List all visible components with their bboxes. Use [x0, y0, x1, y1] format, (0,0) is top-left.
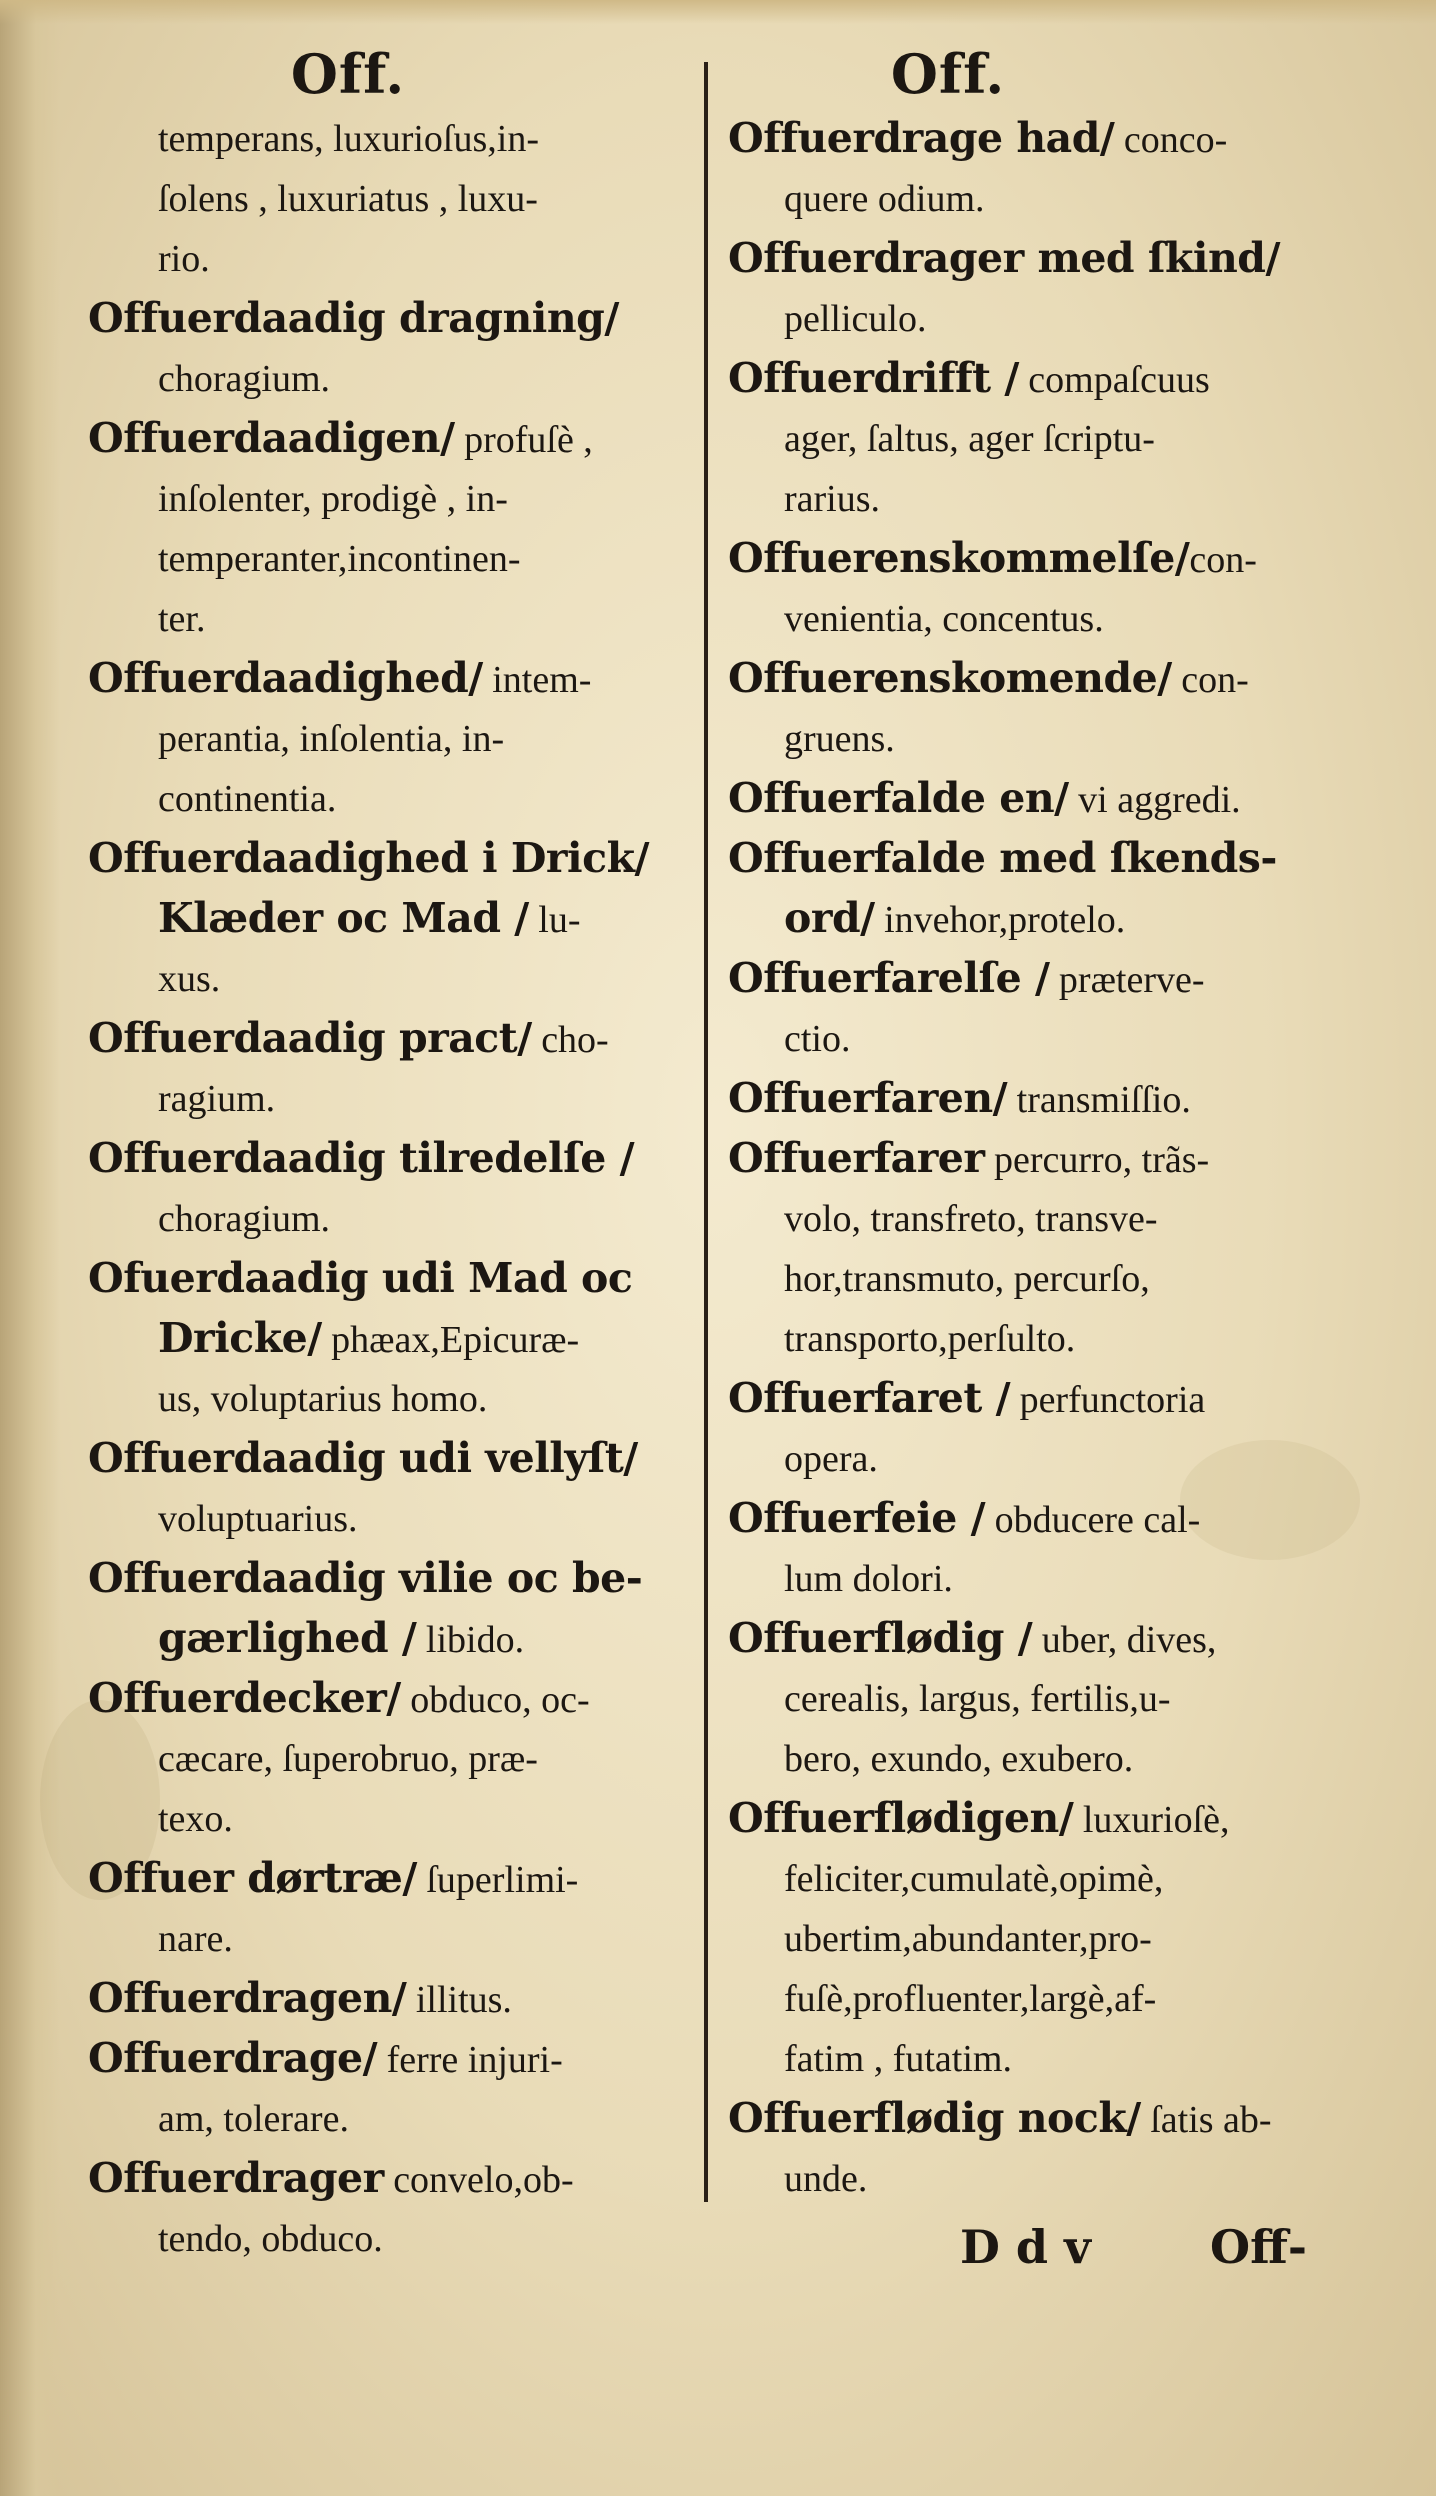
entry-line: [88, 2028, 688, 2088]
entry-line: [88, 1128, 688, 1188]
latin-gloss: temperans, luxurioſus,in-: [158, 118, 539, 160]
page-footer: [960, 2220, 1340, 2300]
entry-line: [88, 1548, 688, 1608]
dictionary-entry: [728, 1488, 1348, 1608]
entry-line: [728, 1788, 1348, 1848]
column-divider: [704, 62, 708, 2202]
dictionary-entry: [88, 828, 688, 1008]
latin-gloss: cæcare, ſuperobruo, præ-: [158, 1738, 538, 1780]
headword: Dricke/: [158, 1314, 322, 1362]
latin-gloss: xus.: [158, 958, 221, 1000]
entry-line: [728, 1848, 1348, 1908]
latin-gloss: luxurioſè,: [1073, 1799, 1230, 1841]
latin-gloss: am, tolerare.: [158, 2098, 349, 2140]
latin-gloss: choragium.: [158, 358, 331, 400]
entry-line: [728, 1728, 1348, 1788]
headword: Offuerfeie /: [728, 1494, 986, 1542]
latin-gloss: ctio.: [784, 1018, 851, 1060]
latin-gloss: cho-: [531, 1019, 609, 1061]
headword: Offuerdaadig vilie oc be-: [88, 1554, 643, 1602]
entry-line: [88, 168, 688, 228]
latin-gloss: lu-: [528, 899, 581, 941]
headword: Offuerdaadig pract/: [88, 1014, 532, 1062]
entry-line: [88, 1308, 688, 1368]
entry-line: [728, 2148, 1348, 2208]
entry-line: [88, 1008, 688, 1068]
entry-line: [88, 648, 688, 708]
headword: Offuerdaadighed/: [88, 654, 483, 702]
entry-line: [88, 408, 688, 468]
entry-line: [728, 2088, 1348, 2148]
latin-gloss: ſolens , luxuriatus , luxu-: [158, 178, 538, 220]
entry-line: [728, 228, 1348, 288]
headword: Offuerenskomende/: [728, 654, 1172, 702]
latin-gloss: gruens.: [784, 718, 895, 760]
dictionary-entry: [88, 1548, 688, 1668]
entry-line: [728, 1668, 1348, 1728]
headword: Offuerdaadig tilredelſe /: [88, 1134, 635, 1182]
entry-line: [88, 1068, 688, 1128]
headword: Offuerdrager med ſkind/: [728, 234, 1280, 282]
entry-line: [728, 1488, 1348, 1548]
running-head-left: Off.: [290, 42, 406, 106]
latin-gloss: ragium.: [158, 1078, 276, 1120]
latin-gloss: illitus.: [406, 1979, 512, 2021]
latin-gloss: vi aggredi.: [1068, 779, 1241, 821]
entry-line: [728, 648, 1348, 708]
page-gutter-shadow: [0, 0, 60, 2496]
latin-gloss: inſolenter, prodigè , in-: [158, 478, 508, 520]
latin-gloss: feliciter,cumulatè,opimè,: [784, 1858, 1164, 1900]
latin-gloss: lum dolori.: [784, 1558, 953, 1600]
entry-line: [728, 888, 1348, 948]
entry-line: [728, 348, 1348, 408]
entry-line: [728, 1908, 1348, 1968]
latin-gloss: volo, transfreto, transve-: [784, 1198, 1158, 1240]
entry-line: [728, 1188, 1348, 1248]
dictionary-entry: [88, 1848, 688, 1968]
headword: Offuerfarer: [728, 1134, 985, 1182]
latin-gloss: convelo,ob-: [383, 2159, 574, 2201]
headword: Offuerflødigen/: [728, 1794, 1074, 1842]
headword: Offuerdaadigen/: [88, 414, 455, 462]
latin-gloss: choragium.: [158, 1198, 331, 1240]
entry-line: [88, 1908, 688, 1968]
latin-gloss: transporto,perſulto.: [784, 1318, 1076, 1360]
entry-line: [88, 1668, 688, 1728]
headword: Offuerfalde en/: [728, 774, 1069, 822]
latin-gloss: rio.: [158, 238, 210, 280]
dictionary-entry: [88, 288, 688, 408]
running-head-right: Off.: [890, 42, 1006, 106]
headword: Offuerflødig nock/: [728, 2094, 1141, 2142]
latin-gloss: obducere cal-: [985, 1499, 1201, 1541]
entry-line: [88, 1608, 688, 1668]
entry-line: [88, 708, 688, 768]
latin-gloss: venientia, concentus.: [784, 598, 1104, 640]
entry-line: [88, 2148, 688, 2208]
entry-line: [88, 288, 688, 348]
dictionary-entry: [728, 1788, 1348, 2088]
right-entries: [728, 108, 1348, 2208]
latin-gloss: con-: [1171, 659, 1249, 701]
latin-gloss: fuſè,profluenter,largè,af-: [784, 1978, 1157, 2020]
latin-gloss: voluptuarius.: [158, 1498, 358, 1540]
entry-line: [728, 108, 1348, 168]
entry-line: [88, 828, 688, 888]
dictionary-entry: [88, 1968, 688, 2028]
headword: Offuerdragen/: [88, 1974, 407, 2022]
dictionary-entry: [88, 1008, 688, 1128]
entry-line: [728, 1608, 1348, 1668]
headword: Offuerfaret /: [728, 1374, 1011, 1422]
dictionary-entry: [728, 768, 1348, 828]
headword: Klæder oc Mad /: [158, 894, 529, 942]
entry-line: [728, 1008, 1348, 1068]
entry-line: [88, 1188, 688, 1248]
entry-line: [728, 1428, 1348, 1488]
latin-gloss: ſuperlimi-: [416, 1859, 579, 1901]
latin-gloss: perfunctoria: [1010, 1379, 1206, 1421]
entry-line: [728, 468, 1348, 528]
entry-line: [88, 348, 688, 408]
dictionary-entry: [88, 1668, 688, 1848]
latin-gloss: transmiſſio.: [1007, 1079, 1191, 1121]
left-entries: [88, 108, 688, 2268]
entry-line: [728, 1368, 1348, 1428]
headword: Offuerdecker/: [88, 1674, 401, 1722]
latin-gloss: profuſè ,: [454, 419, 593, 461]
latin-gloss: temperanter,incontinen-: [158, 538, 521, 580]
entry-line: [88, 588, 688, 648]
latin-gloss: nare.: [158, 1918, 233, 1960]
headword: Offuerfarelſe /: [728, 954, 1050, 1002]
entry-line: [88, 1488, 688, 1548]
latin-gloss: ſatis ab-: [1140, 2099, 1272, 2141]
headword: Offuerdaadig dragning/: [88, 294, 619, 342]
headword: Offuerdrager: [88, 2154, 384, 2202]
page-top-edge: [0, 0, 1436, 24]
headword: Offuer dørtræ/: [88, 1854, 417, 1902]
dictionary-entry: [728, 948, 1348, 1068]
entry-line: [728, 948, 1348, 1008]
latin-gloss: continentia.: [158, 778, 337, 820]
entry-line: [88, 228, 688, 288]
latin-gloss: quere odium.: [784, 178, 985, 220]
entry-line: [728, 768, 1348, 828]
dictionary-entry: [728, 348, 1348, 528]
dictionary-entry: [88, 1128, 688, 1248]
entry-line: [88, 468, 688, 528]
latin-gloss: ager, ſaltus, ager ſcriptu-: [784, 418, 1155, 460]
headword: Offuerdrage had/: [728, 114, 1115, 162]
latin-gloss: percurro, trãs-: [984, 1139, 1210, 1181]
dictionary-entry: [728, 648, 1348, 768]
entry-line: [728, 2028, 1348, 2088]
latin-gloss: rarius.: [784, 478, 881, 520]
entry-line: [728, 528, 1348, 588]
entry-line: [728, 288, 1348, 348]
entry-line: [88, 1428, 688, 1488]
dictionary-entry: [88, 648, 688, 828]
latin-gloss: cerealis, largus, fertilis,u-: [784, 1678, 1171, 1720]
latin-gloss: ferre injuri-: [377, 2039, 563, 2081]
headword: Offuerflødig /: [728, 1614, 1033, 1662]
latin-gloss: obduco, oc-: [400, 1679, 590, 1721]
entry-line: [728, 168, 1348, 228]
latin-gloss: us, voluptarius homo.: [158, 1378, 488, 1420]
headword: Offuerdrifft /: [728, 354, 1019, 402]
dictionary-entry: [728, 108, 1348, 228]
latin-gloss: opera.: [784, 1438, 878, 1480]
headword: gærlighed /: [158, 1614, 417, 1662]
latin-gloss: phæax,Epicuræ-: [321, 1319, 580, 1361]
dictionary-entry: [88, 1428, 688, 1548]
entry-line: [728, 1128, 1348, 1188]
headword: Offuerenskommelſe/: [728, 534, 1190, 582]
entry-line: [728, 1968, 1348, 2028]
entry-line: [728, 1548, 1348, 1608]
entry-line: [88, 108, 688, 168]
entry-line: [88, 768, 688, 828]
latin-gloss: ubertim,abundanter,pro-: [784, 1918, 1152, 1960]
entry-line: [88, 948, 688, 1008]
entry-line: [728, 408, 1348, 468]
dictionary-entry: [728, 228, 1348, 348]
dictionary-entry: [88, 2148, 688, 2268]
latin-gloss: invehor,protelo.: [874, 899, 1126, 941]
latin-gloss: conco-: [1114, 119, 1228, 161]
headword: Offuerdaadighed i Drick/: [88, 834, 649, 882]
dictionary-entry: [728, 528, 1348, 648]
entry-line: [88, 2208, 688, 2268]
entry-line: [88, 1968, 688, 2028]
latin-gloss: tendo, obduco.: [158, 2218, 383, 2260]
dictionary-entry: [88, 408, 688, 648]
entry-line: [88, 528, 688, 588]
latin-gloss: bero, exundo, exubero.: [784, 1738, 1134, 1780]
entry-line: [728, 708, 1348, 768]
left-column: [88, 40, 688, 2268]
headword: Offuerdaadig udi vellyſt/: [88, 1434, 638, 1482]
latin-gloss: hor,transmuto, percurſo,: [784, 1258, 1150, 1300]
entry-line: [728, 1248, 1348, 1308]
latin-gloss: texo.: [158, 1798, 233, 1840]
entry-line: [728, 1068, 1348, 1128]
headword: Offuerfaren/: [728, 1074, 1008, 1122]
latin-gloss: unde.: [784, 2158, 868, 2200]
latin-gloss: prætervе-: [1049, 959, 1205, 1001]
catchword: Off-: [1210, 2220, 1307, 2274]
headword: Offuerdrage/: [88, 2034, 378, 2082]
entry-line: [88, 888, 688, 948]
latin-gloss: fatim , futatim.: [784, 2038, 1012, 2080]
dictionary-entry: [88, 108, 688, 288]
latin-gloss: libido.: [416, 1619, 525, 1661]
signature-mark: D d v: [960, 2220, 1091, 2274]
entry-line: [88, 1368, 688, 1428]
entry-line: [728, 588, 1348, 648]
dictionary-entry: [728, 1068, 1348, 1128]
right-column: [728, 40, 1348, 2208]
entry-line: [88, 1728, 688, 1788]
entry-line: [728, 1308, 1348, 1368]
latin-gloss: uber, dives,: [1032, 1619, 1217, 1661]
dictionary-entry: [728, 1128, 1348, 1368]
dictionary-entry: [728, 2088, 1348, 2208]
headword: Ofuerdaadig udi Mad oc: [88, 1254, 633, 1302]
latin-gloss: intem-: [482, 659, 592, 701]
latin-gloss: ter.: [158, 598, 206, 640]
headword: Offuerfalde med ſkends-: [728, 834, 1277, 882]
latin-gloss: compaſcuus: [1018, 359, 1210, 401]
entry-line: [88, 1788, 688, 1848]
entry-line: [88, 1848, 688, 1908]
dictionary-entry: [728, 828, 1348, 948]
latin-gloss: con-: [1189, 539, 1257, 581]
headword: ord/: [784, 894, 875, 942]
entry-line: [88, 2088, 688, 2148]
entry-line: [728, 828, 1348, 888]
latin-gloss: pelliculo.: [784, 298, 927, 340]
latin-gloss: perantia, inſolentia, in-: [158, 718, 505, 760]
dictionary-entry: [88, 1248, 688, 1428]
dictionary-entry: [728, 1368, 1348, 1488]
dictionary-entry: [728, 1608, 1348, 1788]
dictionary-entry: [88, 2028, 688, 2148]
entry-line: [88, 1248, 688, 1308]
